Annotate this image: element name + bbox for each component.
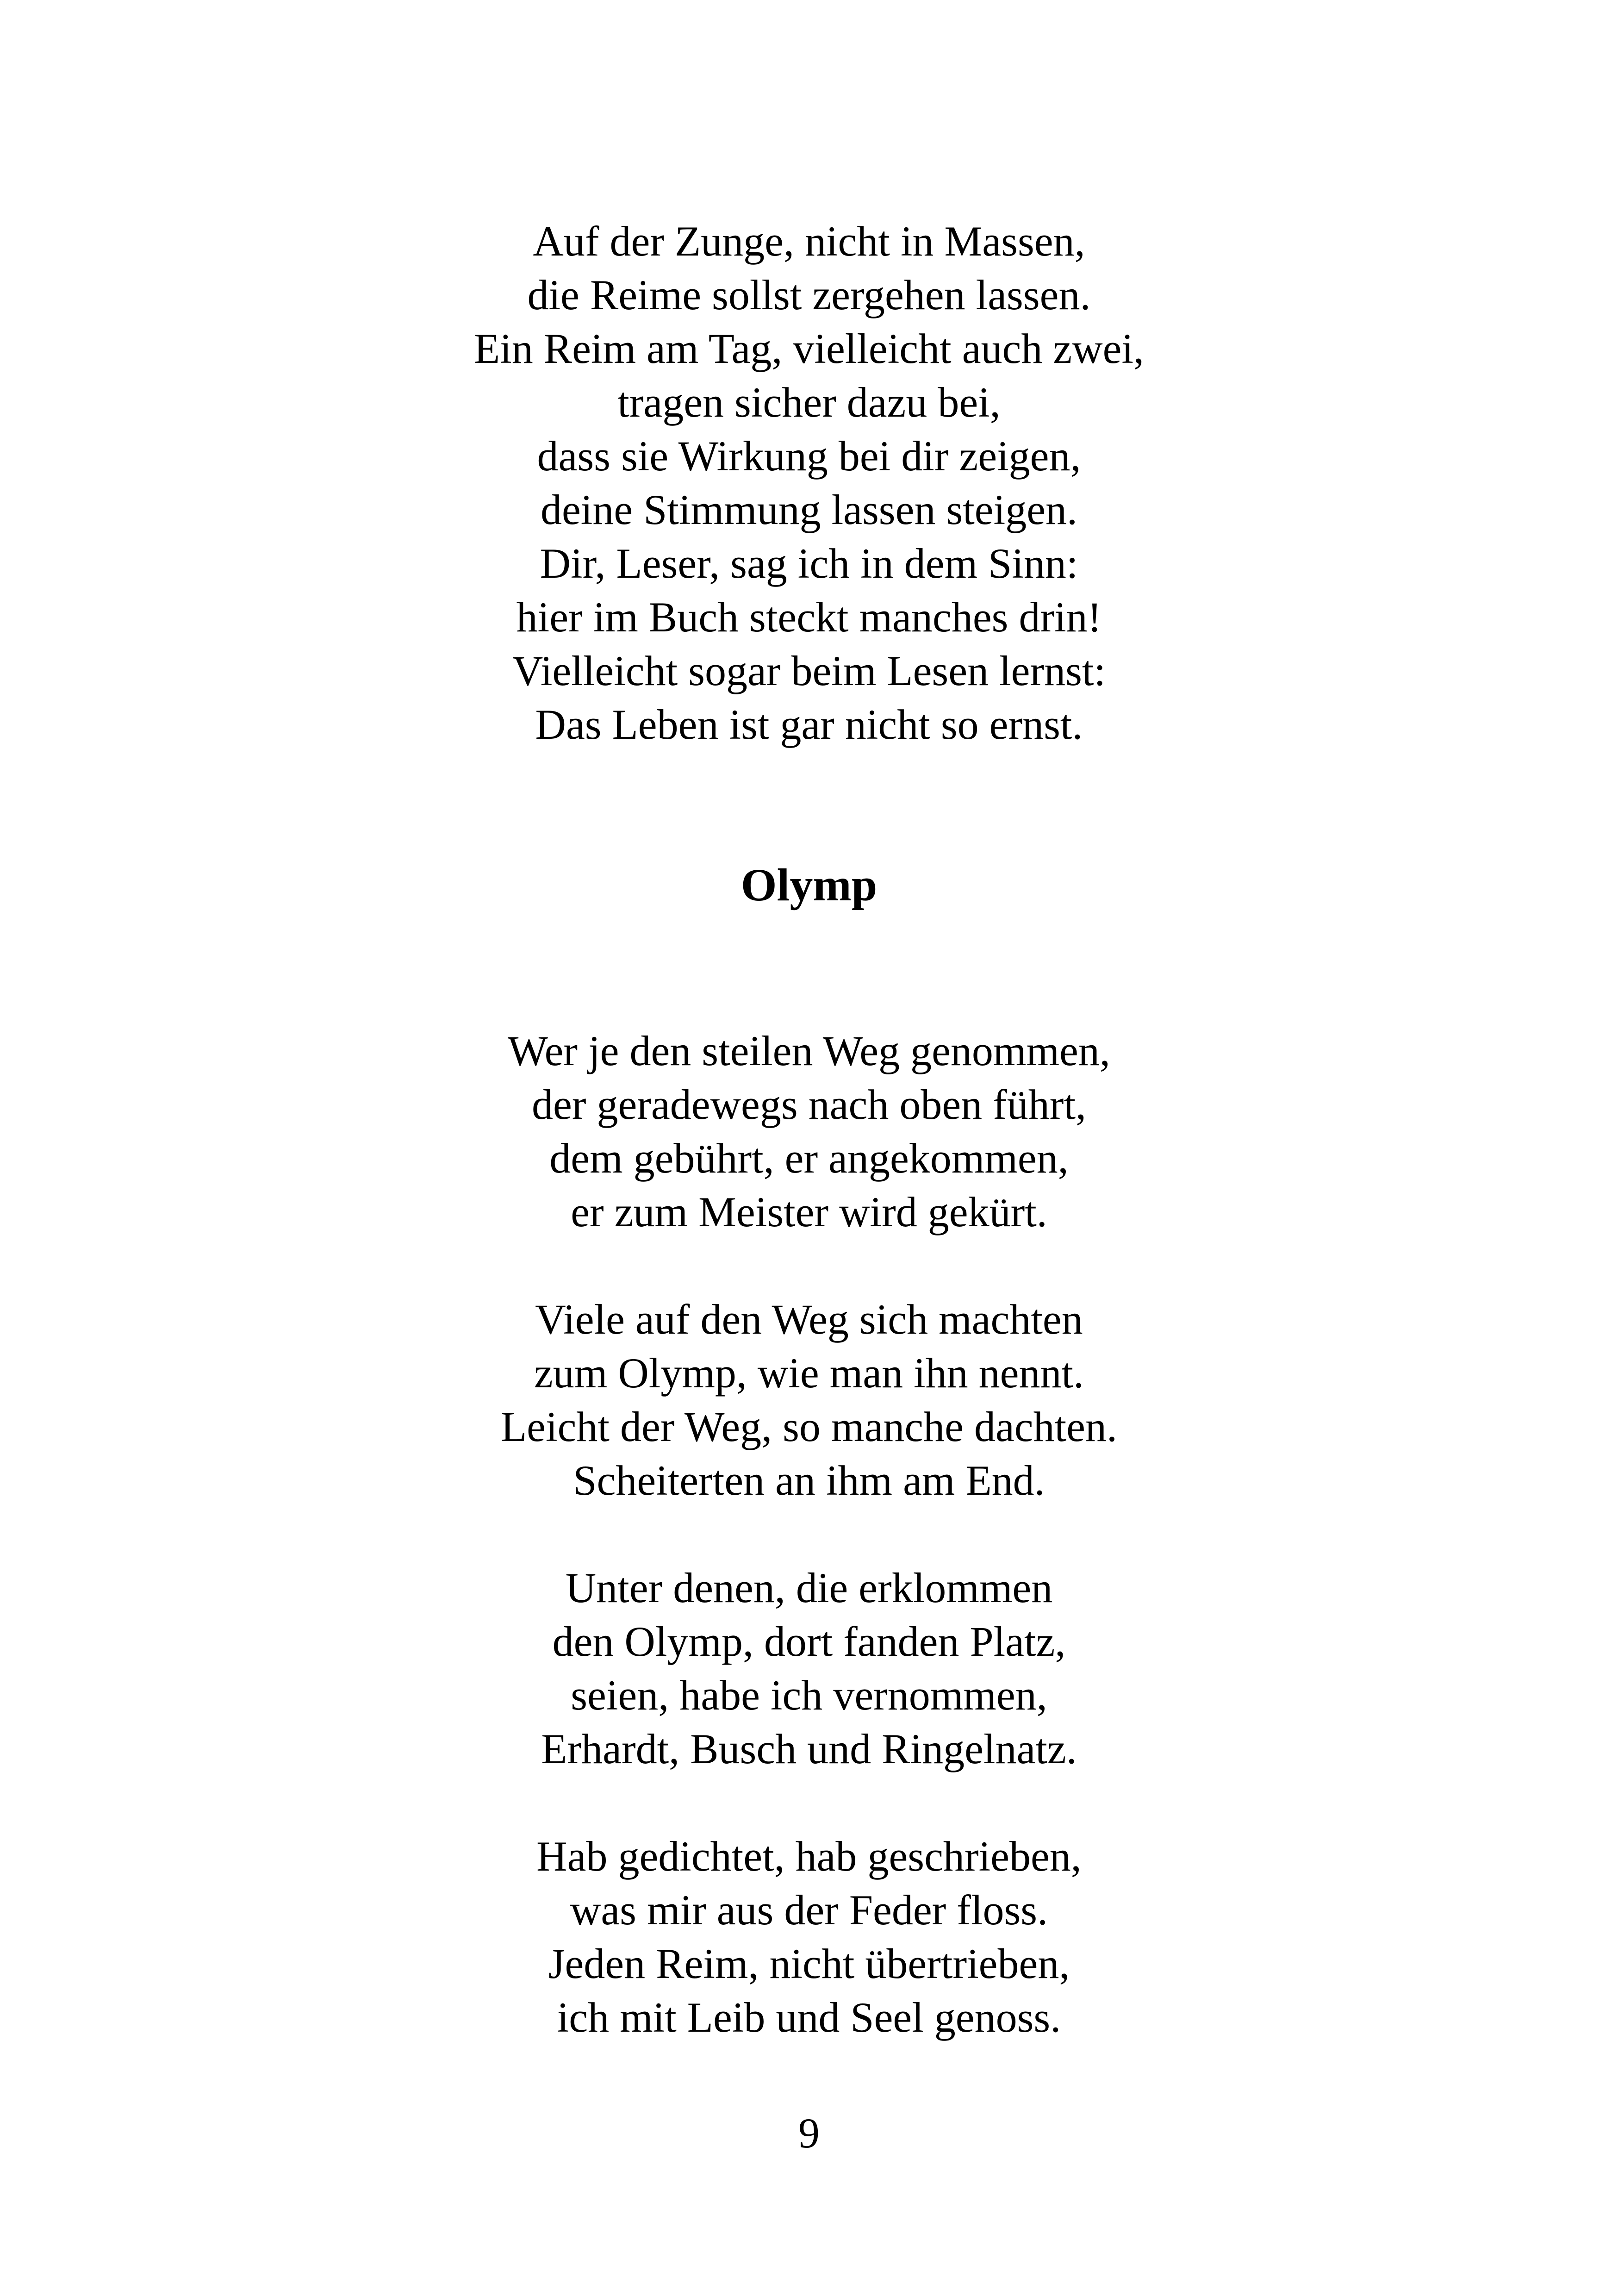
- verse-line: Leicht der Weg, so manche dachten.: [500, 1403, 1118, 1450]
- stanza-1: [0, 1024, 1618, 1239]
- verse-line: dass sie Wirkung bei dir zeigen,: [537, 432, 1081, 480]
- stanza-4: [0, 1829, 1618, 2044]
- poem-body: [0, 1024, 1618, 2044]
- stanza-2: [0, 1292, 1618, 1507]
- verse-line: ich mit Leib und Seel genoss.: [557, 1994, 1061, 2041]
- verse-line: Vielleicht sogar beim Lesen lernst:: [512, 647, 1106, 694]
- verse-line: Auf der Zunge, nicht in Massen,: [533, 218, 1085, 265]
- verse-line: dem gebührt, er angekommen,: [549, 1135, 1069, 1182]
- verse-line: tragen sicher dazu bei,: [617, 379, 1001, 426]
- verse-line: Scheiterten an ihm am End.: [573, 1457, 1045, 1504]
- verse-line: Hab gedichtet, hab geschrieben,: [536, 1833, 1082, 1880]
- page-number: 9: [798, 2109, 820, 2157]
- verse-line: Dir, Leser, sag ich in dem Sinn:: [540, 540, 1078, 587]
- verse-line: Unter denen, die erklommen: [565, 1564, 1053, 1611]
- verse-line: Ein Reim am Tag, vielleicht auch zwei,: [473, 325, 1145, 372]
- poem-title-wrap: [0, 857, 1618, 913]
- verse-line: Jeden Reim, nicht übertrieben,: [548, 1940, 1070, 1987]
- verse-line: Viele auf den Weg sich machten: [535, 1296, 1083, 1343]
- intro-verse: [0, 214, 1618, 751]
- verse-line: Erhardt, Busch und Ringelnatz.: [541, 1725, 1077, 1772]
- verse-line: Das Leben ist gar nicht so ernst.: [535, 701, 1083, 748]
- verse-line: der geradewegs nach oben führt,: [531, 1081, 1087, 1128]
- verse-line: er zum Meister wird gekürt.: [571, 1188, 1047, 1235]
- verse-line: deine Stimmung lassen steigen.: [540, 486, 1078, 533]
- verse-line: den Olymp, dort fanden Platz,: [552, 1618, 1066, 1665]
- page-footer: [0, 2106, 1618, 2160]
- verse-line: seien, habe ich vernommen,: [571, 1672, 1047, 1719]
- poem-title: Olymp: [741, 859, 877, 911]
- verse-line: hier im Buch steckt manches drin!: [516, 593, 1102, 641]
- stanza-3: [0, 1561, 1618, 1776]
- verse-line: was mir aus der Feder floss.: [570, 1886, 1048, 1934]
- verse-line: Wer je den steilen Weg genommen,: [508, 1027, 1110, 1074]
- verse-line: die Reime sollst zergehen lassen.: [527, 271, 1091, 318]
- verse-line: zum Olymp, wie man ihn nennt.: [534, 1349, 1084, 1397]
